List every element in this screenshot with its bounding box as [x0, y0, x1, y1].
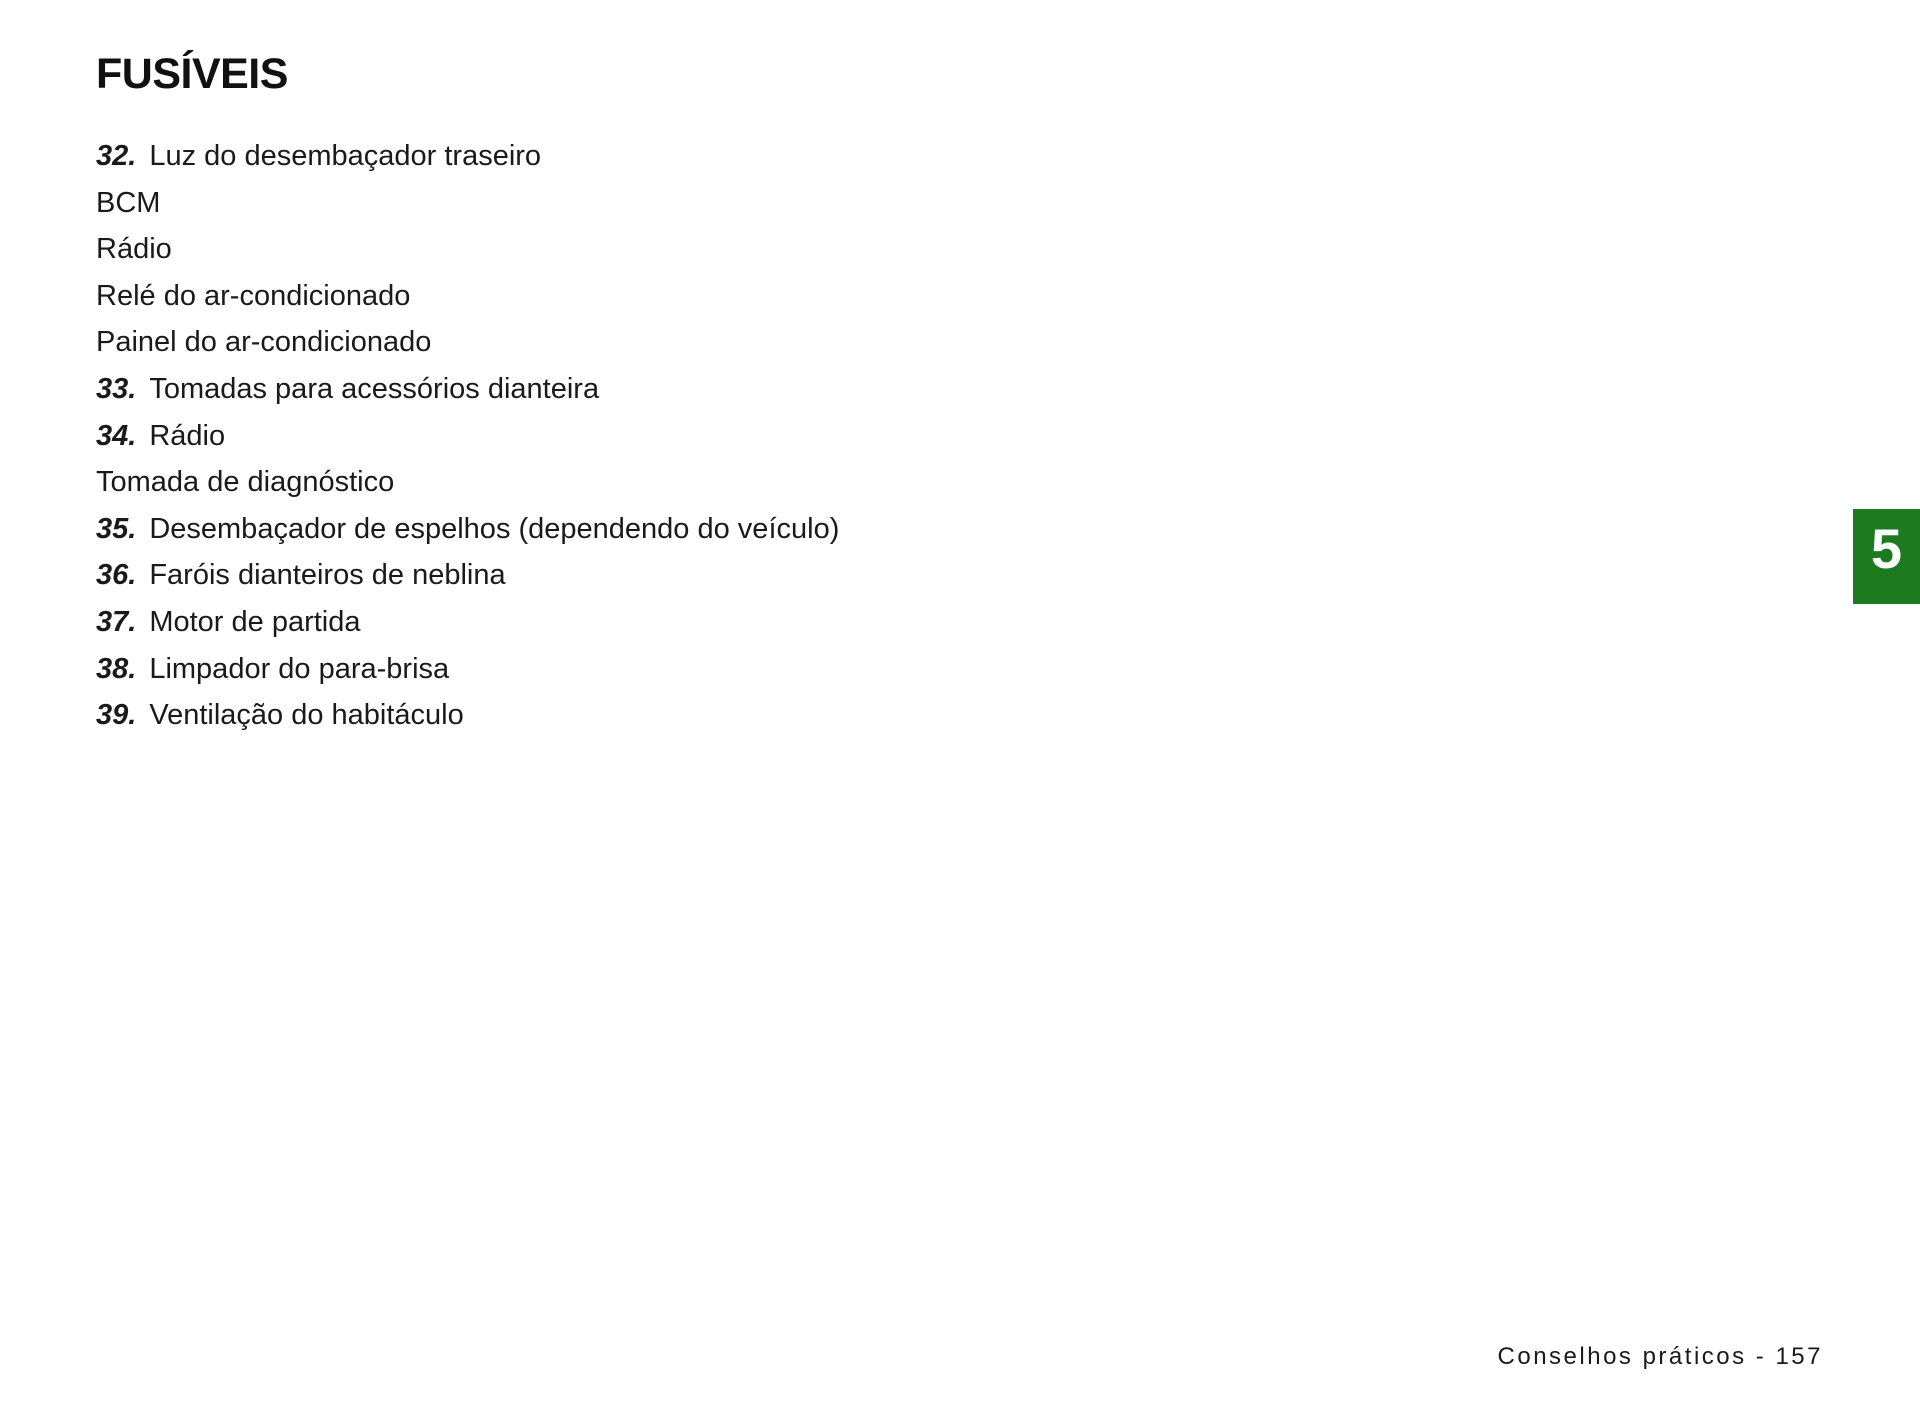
item-number: 35. — [96, 512, 137, 545]
list-item — [96, 226, 839, 273]
item-text: Relé do ar-condicionado — [96, 279, 411, 312]
item-number: 37. — [96, 605, 137, 638]
item-text: Faróis dianteiros de neblina — [149, 559, 506, 592]
item-number: 38. — [96, 652, 137, 685]
list-item — [96, 366, 839, 413]
list-item — [96, 692, 839, 739]
item-text: BCM — [96, 186, 161, 219]
chapter-tab: 5 — [1853, 509, 1920, 604]
page-footer: Conselhos práticos - 157 — [1497, 1343, 1823, 1370]
item-text: Desembaçador de espelhos (dependendo do veículo) — [149, 512, 840, 545]
item-number: 39. — [96, 699, 137, 732]
item-text: Ventilação do habitáculo — [149, 699, 464, 732]
item-text: Tomada de diagnóstico — [96, 466, 395, 499]
item-number: 36. — [96, 559, 137, 592]
list-item — [96, 180, 839, 227]
fuse-list — [96, 133, 839, 739]
item-text: Painel do ar-condicionado — [96, 326, 432, 359]
item-text: Rádio — [96, 233, 172, 266]
list-item — [96, 273, 839, 320]
list-item — [96, 133, 839, 180]
item-text: Luz do desembaçador traseiro — [149, 140, 542, 172]
item-number: 33. — [96, 372, 137, 405]
item-text: Motor de partida — [149, 605, 361, 638]
list-item — [96, 413, 839, 460]
item-text: Rádio — [149, 419, 226, 452]
item-text: Limpador do para-brisa — [149, 652, 450, 685]
list-item — [96, 599, 839, 646]
list-item — [96, 459, 839, 506]
item-text: Tomadas para acessórios dianteira — [149, 372, 600, 405]
list-item — [96, 646, 839, 693]
list-item — [96, 506, 839, 553]
page-title: FUSÍVEIS — [96, 50, 288, 98]
item-number: 32. — [96, 140, 137, 172]
item-number: 34. — [96, 419, 137, 452]
list-item — [96, 552, 839, 599]
list-item — [96, 319, 839, 366]
